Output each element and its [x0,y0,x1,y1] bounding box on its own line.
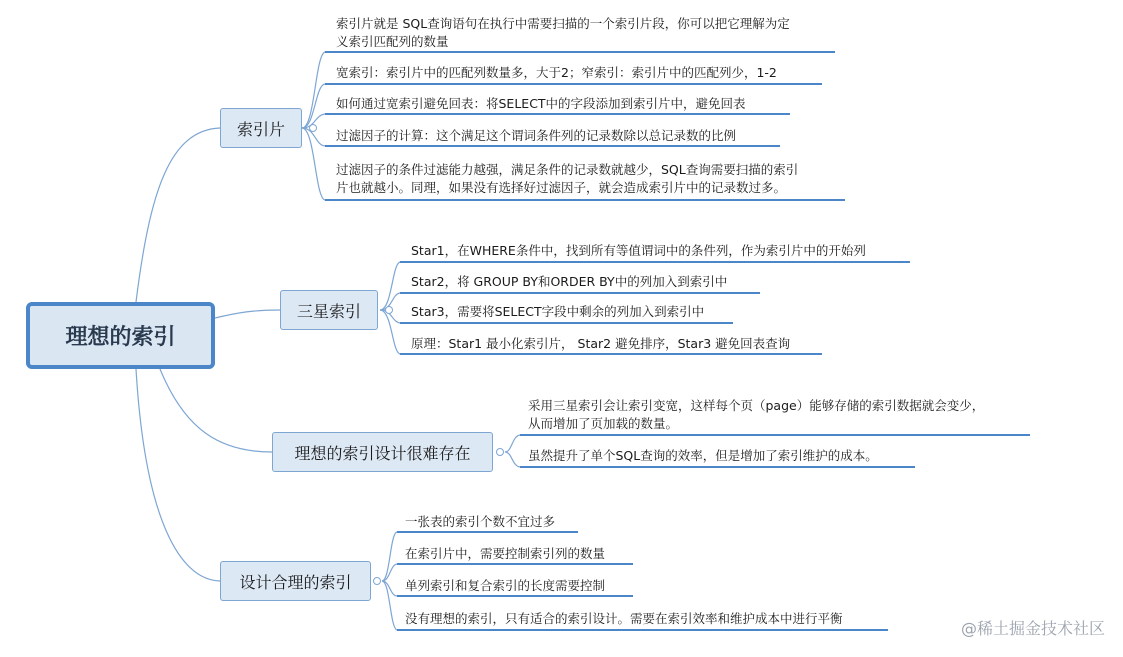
leaf-text: 索引片就是 SQL查询语句在执行中需要扫描的一个索引片段，你可以把它理解为定 [336,16,790,31]
leaf-text: 宽索引：索引片中的匹配列数量多，大于2；窄索引：索引片中的匹配列少，1-2 [336,65,777,80]
watermark-text: @稀土掘金技术社区 [960,619,1105,638]
leaf-text: 义索引匹配列的数量 [336,34,449,49]
leaf-text: 采用三星索引会让索引变宽，这样每个页（page）能够存储的索引数据就会变少， [528,398,985,413]
leaf-text: 过滤因子的计算：这个满足这个谓词条件列的记录数除以总记录数的比例 [336,128,737,143]
leaf-text: 过滤因子的条件过滤能力越强，满足条件的记录数就越少，SQL查询需要扫描的索引 [336,162,799,177]
branch-node-ideal-index-design[interactable]: 理想的索引设计很难存在 [272,432,493,472]
leaf-text: 一张表的索引个数不宜过多 [405,514,556,529]
collapse-toggle[interactable] [385,306,393,314]
leaf-text: 片也就越小。同理，如果没有选择好过滤因子，就会造成索引片中的记录数过多。 [336,180,787,195]
leaf-text: 单列索引和复合索引的长度需要控制 [405,578,606,593]
leaf-text: 在索引片中，需要控制索引列的数量 [405,546,606,561]
leaf-text: 虽然提升了单个SQL查询的效率，但是增加了索引维护的成本。 [528,448,878,463]
root-link-1 [136,128,220,302]
branch-node-index-slice[interactable]: 索引片 [220,108,302,148]
branch-node-three-star-index[interactable]: 三星索引 [280,290,378,330]
root-node[interactable]: 理想的索引 [26,302,215,369]
leaf-text: Star1，在WHERE条件中，找到所有等值谓词中的条件列，作为索引片中的开始列 [411,243,866,258]
branch-node-reasonable-index[interactable]: 设计合理的索引 [220,561,371,601]
root-link-2 [215,310,280,318]
collapse-toggle[interactable] [309,124,317,132]
leaf-text: Star2，将 GROUP BY和ORDER BY中的列加入到索引中 [411,274,728,289]
leaf-text: 如何通过宽索引避免回表：将SELECT中的字段添加到索引片中，避免回表 [336,96,746,111]
leaf-text: 原理：Star1 最小化索引片， Star2 避免排序，Star3 避免回表查询 [411,336,791,351]
root-link-3 [160,369,272,452]
leaf-text: 没有理想的索引，只有适合的索引设计。需要在索引效率和维护成本中进行平衡 [405,611,843,626]
collapse-toggle[interactable] [496,448,504,456]
collapse-toggle[interactable] [373,577,381,585]
leaf-text: 从而增加了页加载的数量。 [528,416,679,431]
leaf-text: Star3，需要将SELECT字段中剩余的列加入到索引中 [411,304,705,319]
root-link-4 [136,369,220,581]
